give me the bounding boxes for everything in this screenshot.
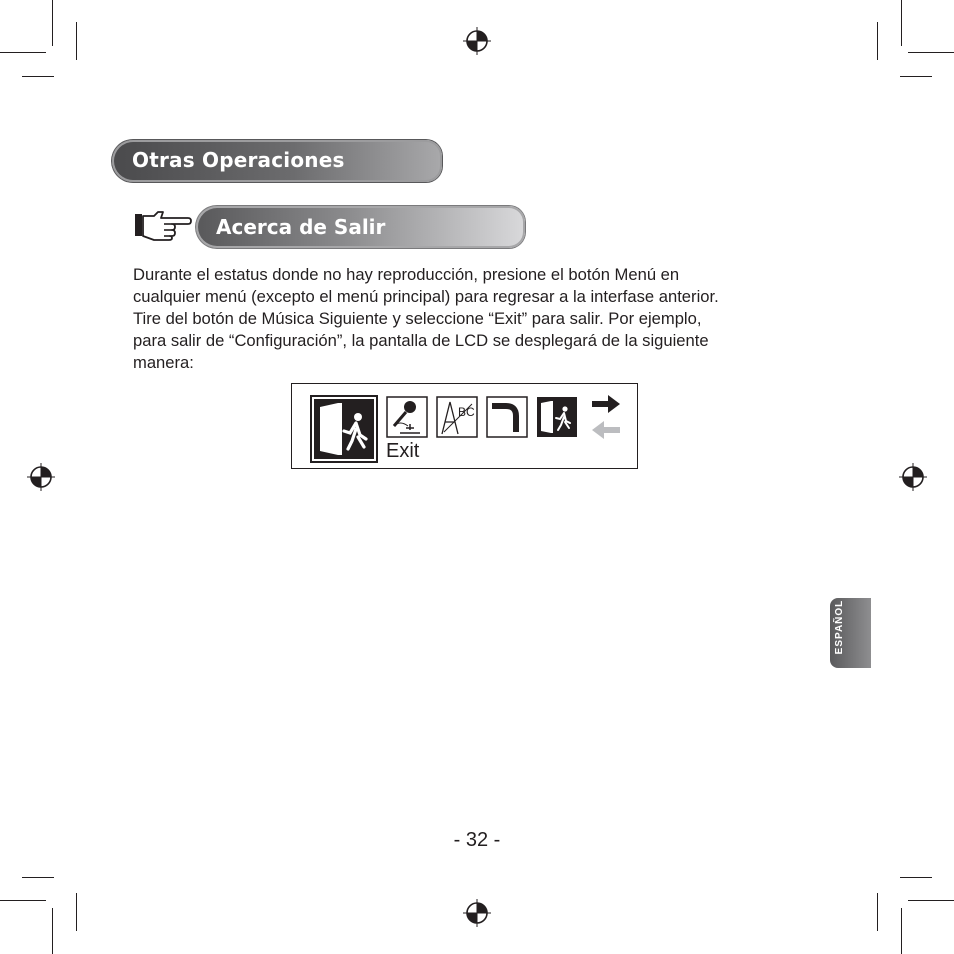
abc-icon <box>436 396 478 438</box>
crop-mark <box>900 76 932 77</box>
crop-mark <box>900 877 932 878</box>
exit-small-icon <box>536 396 578 438</box>
crop-mark <box>901 908 902 954</box>
crop-mark <box>22 76 54 77</box>
return-icon <box>486 396 528 438</box>
microphone-icon <box>386 396 428 438</box>
body-line: cualquier menú (excepto el menú principal) para regresar a la interfase anterior. <box>133 287 719 306</box>
body-line: manera: <box>133 353 194 372</box>
arrow-right-icon <box>590 394 622 414</box>
crop-mark <box>52 0 53 46</box>
body-paragraph <box>133 264 783 374</box>
crop-mark <box>877 22 878 60</box>
registration-mark-icon <box>899 463 927 491</box>
body-line: Tire del botón de Música Siguiente y seleccione “Exit” para salir. Por ejemplo, <box>133 309 702 328</box>
registration-mark-icon <box>463 27 491 55</box>
crop-mark <box>22 877 54 878</box>
crop-mark <box>0 900 46 901</box>
exit-icon <box>310 395 378 463</box>
page-number: - 32 - <box>453 829 501 851</box>
body-line: para salir de “Configuración”, la pantalla de LCD se desplegará de la siguiente <box>133 331 709 350</box>
section-title: Otras Operaciones <box>132 148 345 172</box>
subsection-banner <box>196 206 525 248</box>
subsection-title: Acerca de Salir <box>216 215 386 239</box>
crop-mark <box>0 52 46 53</box>
registration-mark-icon <box>463 899 491 927</box>
section-banner <box>112 140 442 182</box>
crop-mark <box>76 22 77 60</box>
svg-text:BC: BC <box>458 405 475 419</box>
crop-mark <box>52 908 53 954</box>
crop-mark <box>877 893 878 931</box>
arrow-left-icon <box>590 420 622 440</box>
crop-mark <box>76 893 77 931</box>
lcd-selected-label: Exit <box>386 440 420 462</box>
body-line: Durante el estatus donde no hay reproducción, presione el botón Menú en <box>133 265 680 284</box>
pointing-hand-icon <box>134 209 192 241</box>
crop-mark <box>901 0 902 46</box>
language-tab <box>830 598 871 668</box>
crop-mark <box>908 900 954 901</box>
registration-mark-icon <box>27 463 55 491</box>
lcd-screen <box>291 383 638 469</box>
crop-mark <box>908 52 954 53</box>
language-tab-label: ESPAÑOL <box>834 599 845 655</box>
